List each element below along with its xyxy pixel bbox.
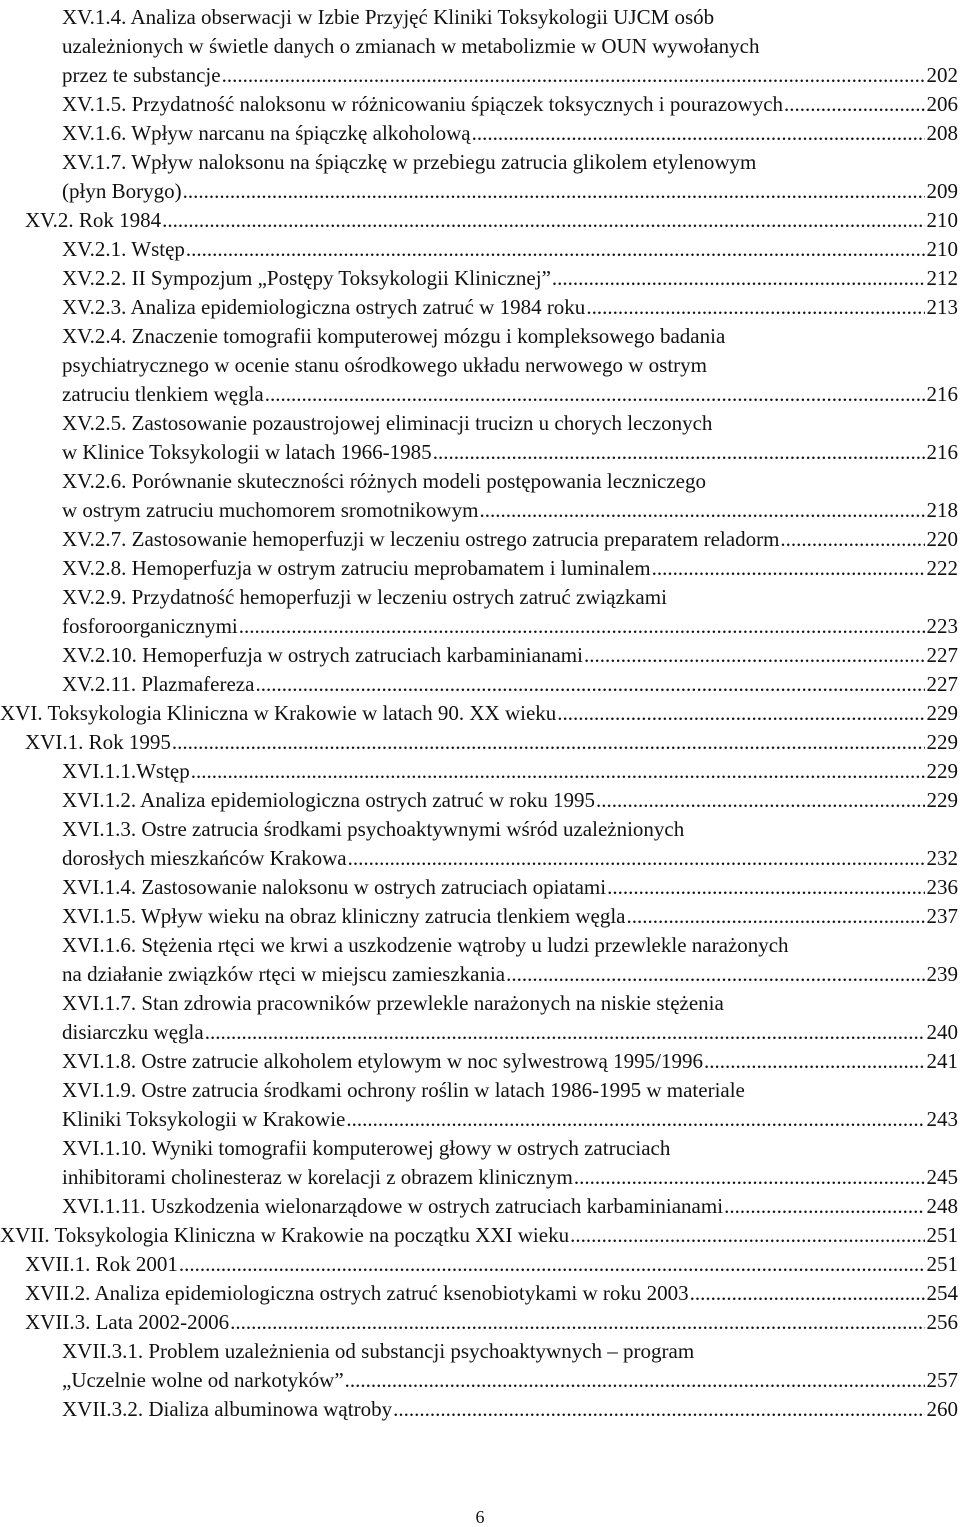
dot-leader: [239, 612, 925, 641]
dot-leader: [183, 177, 925, 206]
toc-entry: [0, 699, 958, 728]
toc-entry-text: XV.2.6. Porównanie skuteczności różnych modeli postępowania leczniczego: [62, 469, 707, 493]
toc-entry-text: XV.2.1. Wstęp: [62, 237, 185, 261]
toc-entry-text: XV.2.8. Hemoperfuzja w ostrym zatruciu meprobamatem i luminalem: [62, 556, 651, 580]
toc-entry-line: [25, 1250, 958, 1279]
toc-page-number: 245: [926, 1165, 958, 1189]
toc-entry-text: XVII. Toksykologia Kliniczna w Krakowie na początku XXI wieku: [0, 1223, 570, 1247]
toc-entry: [62, 902, 958, 931]
dot-leader: [172, 728, 925, 757]
dot-leader: [179, 1250, 925, 1279]
toc-entry-text: uzależnionych w świetle danych o zmianach w metabolizmie w OUN wywołanych: [62, 34, 760, 58]
dot-leader: [506, 960, 924, 989]
dot-leader: [345, 1366, 925, 1395]
toc-page-number: 240: [926, 1020, 958, 1044]
dot-leader: [557, 699, 924, 728]
toc-entry-line: [25, 728, 958, 757]
toc-entry: [62, 293, 958, 322]
dot-leader: [265, 380, 925, 409]
toc-entry: [62, 989, 958, 1047]
toc-page-number: 237: [926, 904, 958, 928]
toc-entry-text: XV.1.5. Przydatność naloksonu w różnicowaniu śpiączek toksycznych i pourazowych: [62, 92, 784, 116]
toc-page-number: 227: [926, 672, 958, 696]
toc-page-number: 227: [926, 643, 958, 667]
toc-entry: [62, 873, 958, 902]
toc-entry: [62, 264, 958, 293]
toc-entry: [0, 1221, 958, 1250]
toc-entry-line: [62, 496, 958, 525]
dot-leader: [584, 641, 925, 670]
toc-entry-line: [62, 467, 958, 496]
toc-entry-text: XVI.1.1.Wstęp: [62, 759, 190, 783]
toc-entry-text: XV.2.11. Plazmafereza: [62, 672, 255, 696]
toc-page-number: 251: [926, 1252, 958, 1276]
toc-entry-text: zatruciu tlenkiem węgla: [62, 382, 264, 406]
toc-entry-line: [62, 322, 958, 351]
toc-entry: [62, 119, 958, 148]
toc-entry-line: [62, 902, 958, 931]
toc-entry-line: [0, 699, 958, 728]
toc-entry-text: XV.2.5. Zastosowanie pozaustrojowej eliminacji trucizn u chorych leczonych: [62, 411, 713, 435]
toc-page-number: 210: [926, 237, 958, 261]
dot-leader: [704, 1047, 925, 1076]
toc-entry-line: [62, 1366, 958, 1395]
toc-page-number: 232: [926, 846, 958, 870]
toc-entry-line: [62, 989, 958, 1018]
toc-entry-text: XVII.3.1. Problem uzależnienia od substancji psychoaktywnych – program: [62, 1339, 695, 1363]
toc-entry-line: [25, 206, 958, 235]
toc-entry-text: fosforoorganicznymi: [62, 614, 238, 638]
dot-leader: [191, 757, 925, 786]
toc-entry-line: [62, 3, 958, 32]
toc-page-number: 243: [926, 1107, 958, 1131]
toc-entry: [62, 641, 958, 670]
toc-page-number: 251: [926, 1223, 958, 1247]
toc-entry-text: XVI.1.5. Wpływ wieku na obraz kliniczny zatrucia tlenkiem węgla: [62, 904, 626, 928]
toc-entry-line: [62, 235, 958, 264]
toc-entry-line: [62, 815, 958, 844]
toc-entry-line: [62, 1134, 958, 1163]
toc-entry-text: psychiatrycznego w ocenie stanu ośrodkowego układu nerwowego w ostrym: [62, 353, 708, 377]
toc-entry-line: [62, 438, 958, 467]
dot-leader: [574, 1163, 925, 1192]
toc-entry: [62, 235, 958, 264]
toc-entry: [25, 1250, 958, 1279]
dot-leader: [255, 670, 924, 699]
toc-entry-line: [62, 148, 958, 177]
toc-entry-line: [62, 1047, 958, 1076]
dot-leader: [607, 873, 924, 902]
toc-entry: [62, 1076, 958, 1134]
toc-entry-text: Kliniki Toksykologii w Krakowie: [62, 1107, 346, 1131]
toc-page-number: 206: [926, 92, 958, 116]
toc-entry: [62, 1134, 958, 1192]
toc-entry: [62, 90, 958, 119]
toc-entry-line: [62, 1105, 958, 1134]
toc-entry-line: [62, 380, 958, 409]
toc-entry: [62, 322, 958, 409]
toc-entry-line: [62, 583, 958, 612]
toc-page-number: 212: [926, 266, 958, 290]
dot-leader: [348, 844, 925, 873]
toc-entry-line: [62, 844, 958, 873]
toc-entry-text: XVII.2. Analiza epidemiologiczna ostrych zatruć ksenobiotykami w roku 2003: [25, 1281, 689, 1305]
toc-page-number: 223: [926, 614, 958, 638]
toc-page-number: 229: [926, 759, 958, 783]
toc-entry-text: XVII.3. Lata 2002-2006: [25, 1310, 230, 1334]
toc-entry: [62, 1047, 958, 1076]
dot-leader: [596, 786, 924, 815]
toc-entry-line: [62, 1337, 958, 1366]
toc-entry: [62, 1192, 958, 1221]
toc-entry-text: XVI.1.10. Wyniki tomografii komputerowej głowy w ostrych zatruciach: [62, 1136, 671, 1160]
toc-entry-line: [62, 641, 958, 670]
dot-leader: [780, 525, 924, 554]
toc-entry: [25, 728, 958, 757]
toc-entry: [62, 670, 958, 699]
toc-entry-text: w ostrym zatruciu muchomorem sromotnikowym: [62, 498, 479, 522]
toc-entry-text: XV.1.6. Wpływ narcanu na śpiączkę alkoholową: [62, 121, 471, 145]
toc-entry-text: (płyn Borygo): [62, 179, 182, 203]
toc-entry: [62, 1395, 958, 1424]
toc-page-number: 202: [926, 63, 958, 87]
toc-entry-line: [62, 786, 958, 815]
dot-leader: [627, 902, 925, 931]
toc-page-number: 254: [926, 1281, 958, 1305]
toc-entry-text: XV.2.9. Przydatność hemoperfuzji w leczeniu ostrych zatruć związkami: [62, 585, 667, 609]
toc-entry-text: przez te substancje: [62, 63, 221, 87]
toc-entry-line: [0, 1221, 958, 1250]
toc-entry-line: [62, 1192, 958, 1221]
toc-entry-line: [25, 1279, 958, 1308]
toc-entry-text: XVI.1. Rok 1995: [25, 730, 171, 754]
dot-leader: [162, 206, 924, 235]
toc-entry-line: [62, 525, 958, 554]
dot-leader: [479, 496, 924, 525]
toc-page-number: 257: [926, 1368, 958, 1392]
toc-entry-text: XV.2. Rok 1984: [25, 208, 162, 232]
toc-page-number: 256: [926, 1310, 958, 1334]
toc-entry-line: [62, 1018, 958, 1047]
toc-page-number: 229: [926, 730, 958, 754]
toc-page-number: 248: [926, 1194, 958, 1218]
toc-entry-line: [62, 61, 958, 90]
toc-entry: [62, 409, 958, 467]
toc-entry: [62, 757, 958, 786]
dot-leader: [472, 119, 925, 148]
toc-entry: [62, 467, 958, 525]
toc-entry-text: XV.1.4. Analiza obserwacji w Izbie Przyjęć Kliniki Toksykologii UJCM osób: [62, 5, 715, 29]
toc-entry-text: XVI.1.3. Ostre zatrucia środkami psychoaktywnymi wśród uzależnionych: [62, 817, 685, 841]
toc-entry-line: [62, 90, 958, 119]
toc-entry-text: XVI.1.9. Ostre zatrucia środkami ochrony roślin w latach 1986-1995 w materiale: [62, 1078, 745, 1102]
dot-leader: [230, 1308, 924, 1337]
toc-page-number: 220: [926, 527, 958, 551]
toc-entry-text: XVII.1. Rok 2001: [25, 1252, 178, 1276]
toc-entry-text: XVI.1.11. Uszkodzenia wielonarządowe w ostrych zatruciach karbaminianami: [62, 1194, 724, 1218]
toc-entry: [25, 1308, 958, 1337]
toc-entry-line: [62, 351, 958, 380]
toc-page-number: 209: [926, 179, 958, 203]
toc-page-number: 229: [926, 788, 958, 812]
dot-leader: [186, 235, 925, 264]
toc-entry-text: dorosłych mieszkańców Krakowa: [62, 846, 347, 870]
dot-leader: [570, 1221, 924, 1250]
toc-entry-text: XVI.1.2. Analiza epidemiologiczna ostrych zatruć w roku 1995: [62, 788, 596, 812]
toc-entry-line: [62, 32, 958, 61]
toc-entry-text: XVII.3.2. Dializa albuminowa wątroby: [62, 1397, 393, 1421]
toc-entry-text: XV.2.7. Zastosowanie hemoperfuzji w leczeniu ostrego zatrucia preparatem reladorm: [62, 527, 780, 551]
toc-page-number: 213: [926, 295, 958, 319]
toc-entry: [25, 1279, 958, 1308]
toc-entry: [62, 1337, 958, 1395]
dot-leader: [433, 438, 925, 467]
dot-leader: [205, 1018, 925, 1047]
toc-entry: [62, 554, 958, 583]
toc-page-number: 216: [926, 382, 958, 406]
toc-entry-line: [62, 873, 958, 902]
toc-entry-line: [62, 119, 958, 148]
toc-entry-line: [62, 264, 958, 293]
page-number: 6: [475, 1507, 485, 1527]
dot-leader: [724, 1192, 924, 1221]
toc-entry-text: XVI. Toksykologia Kliniczna w Krakowie w latach 90. XX wieku: [0, 701, 557, 725]
toc-entry-line: [62, 1163, 958, 1192]
toc-entry-line: [62, 177, 958, 206]
toc-entry-line: [62, 960, 958, 989]
toc-entry-text: XV.2.3. Analiza epidemiologiczna ostrych zatruć w 1984 roku: [62, 295, 586, 319]
toc-entry-line: [62, 1076, 958, 1105]
toc-entry: [62, 931, 958, 989]
toc-entry-text: XVI.1.4. Zastosowanie naloksonu w ostrych zatruciach opiatami: [62, 875, 607, 899]
dot-leader: [552, 264, 925, 293]
dot-leader: [784, 90, 924, 119]
toc-page-number: 222: [926, 556, 958, 580]
toc-entry: [62, 3, 958, 90]
toc-entry: [62, 148, 958, 206]
toc-page-number: 239: [926, 962, 958, 986]
toc-entry-text: na działanie związków rtęci w miejscu zamieszkania: [62, 962, 506, 986]
toc-page-number: 236: [926, 875, 958, 899]
dot-leader: [393, 1395, 924, 1424]
toc-entry: [62, 815, 958, 873]
toc-page-number: 241: [926, 1049, 958, 1073]
dot-leader: [346, 1105, 924, 1134]
toc-entry-line: [62, 293, 958, 322]
toc-page-number: 208: [926, 121, 958, 145]
toc-entry: [62, 525, 958, 554]
toc-entry-text: XVI.1.7. Stan zdrowia pracowników przewlekle narażonych na niskie stężenia: [62, 991, 724, 1015]
toc-entry-text: XV.2.10. Hemoperfuzja w ostrych zatruciach karbaminianami: [62, 643, 583, 667]
toc-entry-line: [62, 409, 958, 438]
toc-entry-line: [62, 757, 958, 786]
toc-page-number: 218: [926, 498, 958, 522]
dot-leader: [690, 1279, 925, 1308]
toc-page-number: 210: [926, 208, 958, 232]
toc-entry-text: XVI.1.8. Ostre zatrucie alkoholem etylowym w noc sylwestrową 1995/1996: [62, 1049, 703, 1073]
toc-entry-line: [62, 931, 958, 960]
toc-entry: [25, 206, 958, 235]
toc-entry-text: disiarczku węgla: [62, 1020, 204, 1044]
toc-entry-line: [62, 670, 958, 699]
table-of-contents: [0, 3, 960, 1424]
dot-leader: [586, 293, 924, 322]
toc-entry-line: [25, 1308, 958, 1337]
toc-entry: [62, 583, 958, 641]
toc-page-number: 260: [926, 1397, 958, 1421]
toc-page-number: 229: [926, 701, 958, 725]
toc-entry-text: inhibitorami cholinesteraz w korelacji z obrazem klinicznym: [62, 1165, 573, 1189]
toc-entry-text: XV.2.4. Znaczenie tomografii komputerowej mózgu i kompleksowego badania: [62, 324, 726, 348]
toc-entry-text: w Klinice Toksykologii w latach 1966-1985: [62, 440, 432, 464]
toc-page-number: 216: [926, 440, 958, 464]
toc-entry-text: XVI.1.6. Stężenia rtęci we krwi a uszkodzenie wątroby u ludzi przewlekle narażonych: [62, 933, 789, 957]
dot-leader: [652, 554, 925, 583]
toc-entry-text: „Uczelnie wolne od narkotyków”: [62, 1368, 344, 1392]
toc-entry-line: [62, 554, 958, 583]
toc-entry: [62, 786, 958, 815]
toc-entry-text: XV.2.2. II Sympozjum „Postępy Toksykologii Klinicznej”: [62, 266, 551, 290]
toc-entry-line: [62, 612, 958, 641]
toc-entry-line: [62, 1395, 958, 1424]
toc-entry-text: XV.1.7. Wpływ naloksonu na śpiączkę w przebiegu zatrucia glikolem etylenowym: [62, 150, 757, 174]
dot-leader: [222, 61, 925, 90]
